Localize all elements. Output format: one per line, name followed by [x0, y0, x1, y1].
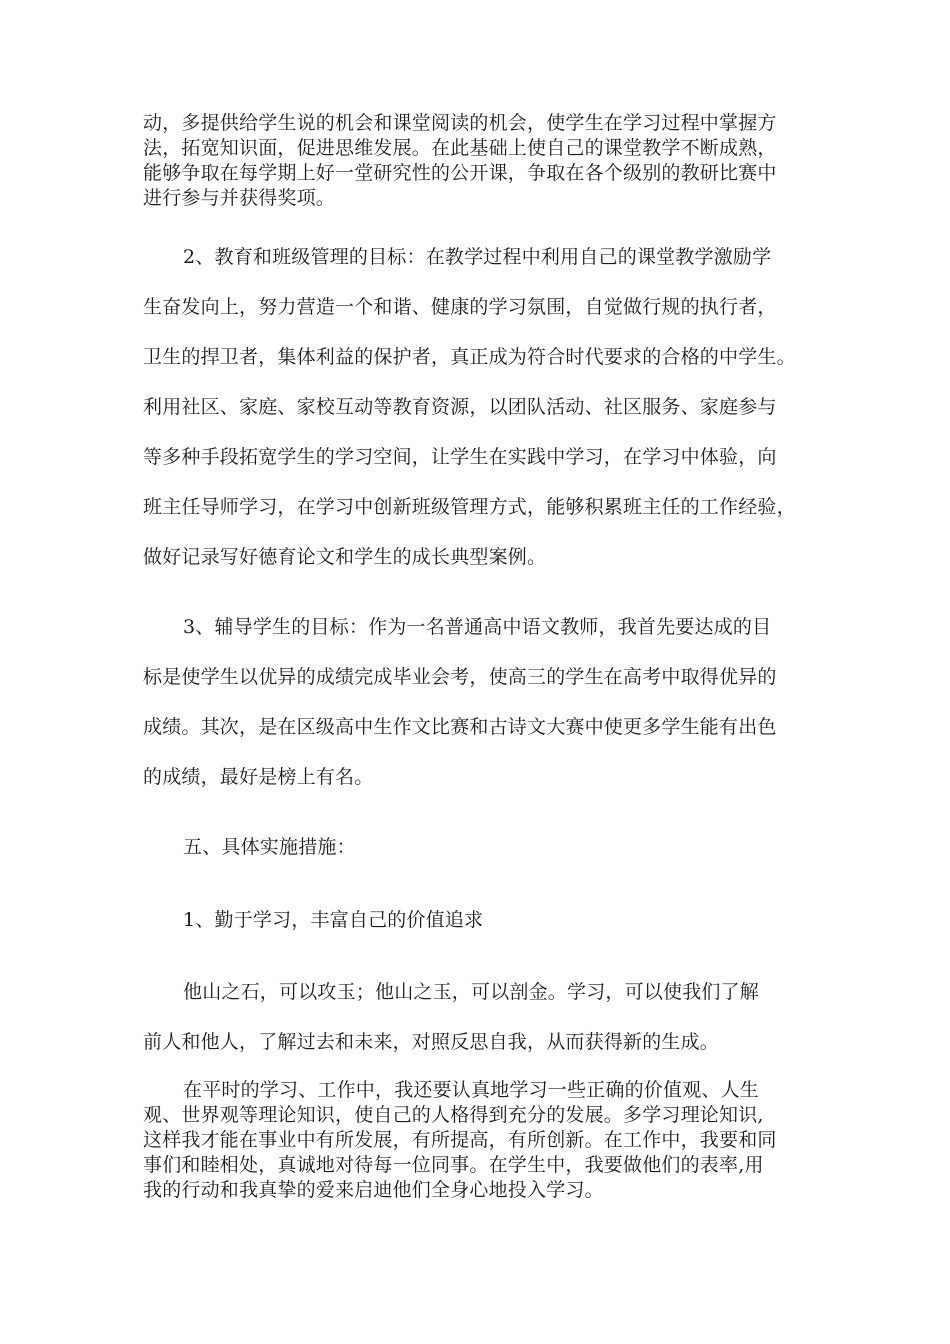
text-line: 成绩。其次，是在区级高中生作文比赛和古诗文大赛中使更多学生能有出色 — [143, 716, 777, 738]
heading-text: 1、勤于学习，丰富自己的价值追求 — [183, 909, 484, 931]
paragraph-values-study — [143, 1078, 833, 1203]
section-heading — [143, 822, 833, 872]
text-line: 班主任导师学习，在学习中创新班级管理方式，能够积累班主任的工作经验， — [143, 496, 796, 518]
text-line: 进行参与并获得奖项。 — [143, 187, 336, 209]
text-line: 能够争取在每学期上好一堂研究性的公开课，争取在各个级别的教研比赛中 — [143, 162, 777, 184]
heading-text: 五、具体实施措施： — [183, 836, 356, 858]
text-line: 事们和睦相处，真诚地对待每一位同事。在学生中，我要做他们的表率,用 — [143, 1154, 764, 1176]
text-line: 生奋发向上，努力营造一个和谐、健康的学习氛围，自觉做行规的执行者， — [143, 296, 777, 318]
text-line: 这样我才能在事业中有所发展，有所提高，有所创新。在工作中，我要和同 — [143, 1129, 777, 1151]
text-line: 他山之石，可以攻玉；他山之玉，可以剖金。学习，可以使我们了解 — [183, 981, 760, 1003]
text-line: 在平时的学习、工作中，我还要认真地学习一些正确的价值观、人生 — [183, 1079, 760, 1101]
paragraph-student-guidance-goal — [143, 602, 833, 802]
text-line: 3、辅导学生的目标：作为一名普通高中语文教师，我首先要达成的目 — [183, 616, 772, 638]
text-line: 动，多提供给学生说的机会和课堂阅读的机会，使学生在学习过程中掌握方 — [143, 112, 777, 134]
text-line: 2、教育和班级管理的目标：在教学过程中利用自己的课堂教学激励学 — [183, 246, 772, 268]
text-line: 标是使学生以优异的成绩完成毕业会考，使高三的学生在高考中取得优异的 — [143, 666, 777, 688]
text-line: 法，拓宽知识面，促进思维发展。在此基础上使自己的课堂教学不断成熟， — [143, 137, 777, 159]
text-line: 卫生的捍卫者，集体利益的保护者，真正成为符合时代要求的合格的中学生。 — [143, 346, 796, 368]
text-line: 我的行动和我真挚的爱来启迪他们全身心地投入学习。 — [143, 1179, 604, 1201]
paragraph-learning-quote — [143, 967, 833, 1067]
text-line: 利用社区、家庭、家校互动等教育资源，以团队活动、社区服务、家庭参与 — [143, 396, 777, 418]
text-line: 做好记录写好德育论文和学生的成长典型案例。 — [143, 546, 547, 568]
text-line: 等多种手段拓宽学生的学习空间，让学生在实践中学习，在学习中体验，向 — [143, 446, 777, 468]
text-line: 的成绩，最好是榜上有名。 — [143, 766, 374, 788]
text-line: 观、世界观等理论知识，使自己的人格得到充分的发展。多学习理论知识, — [143, 1104, 764, 1126]
paragraph-class-management-goal — [143, 232, 833, 582]
text-line: 前人和他人，了解过去和未来，对照反思自我，从而获得新的生成。 — [143, 1031, 720, 1053]
paragraph-continuation — [143, 111, 833, 211]
subsection-heading — [143, 895, 833, 945]
